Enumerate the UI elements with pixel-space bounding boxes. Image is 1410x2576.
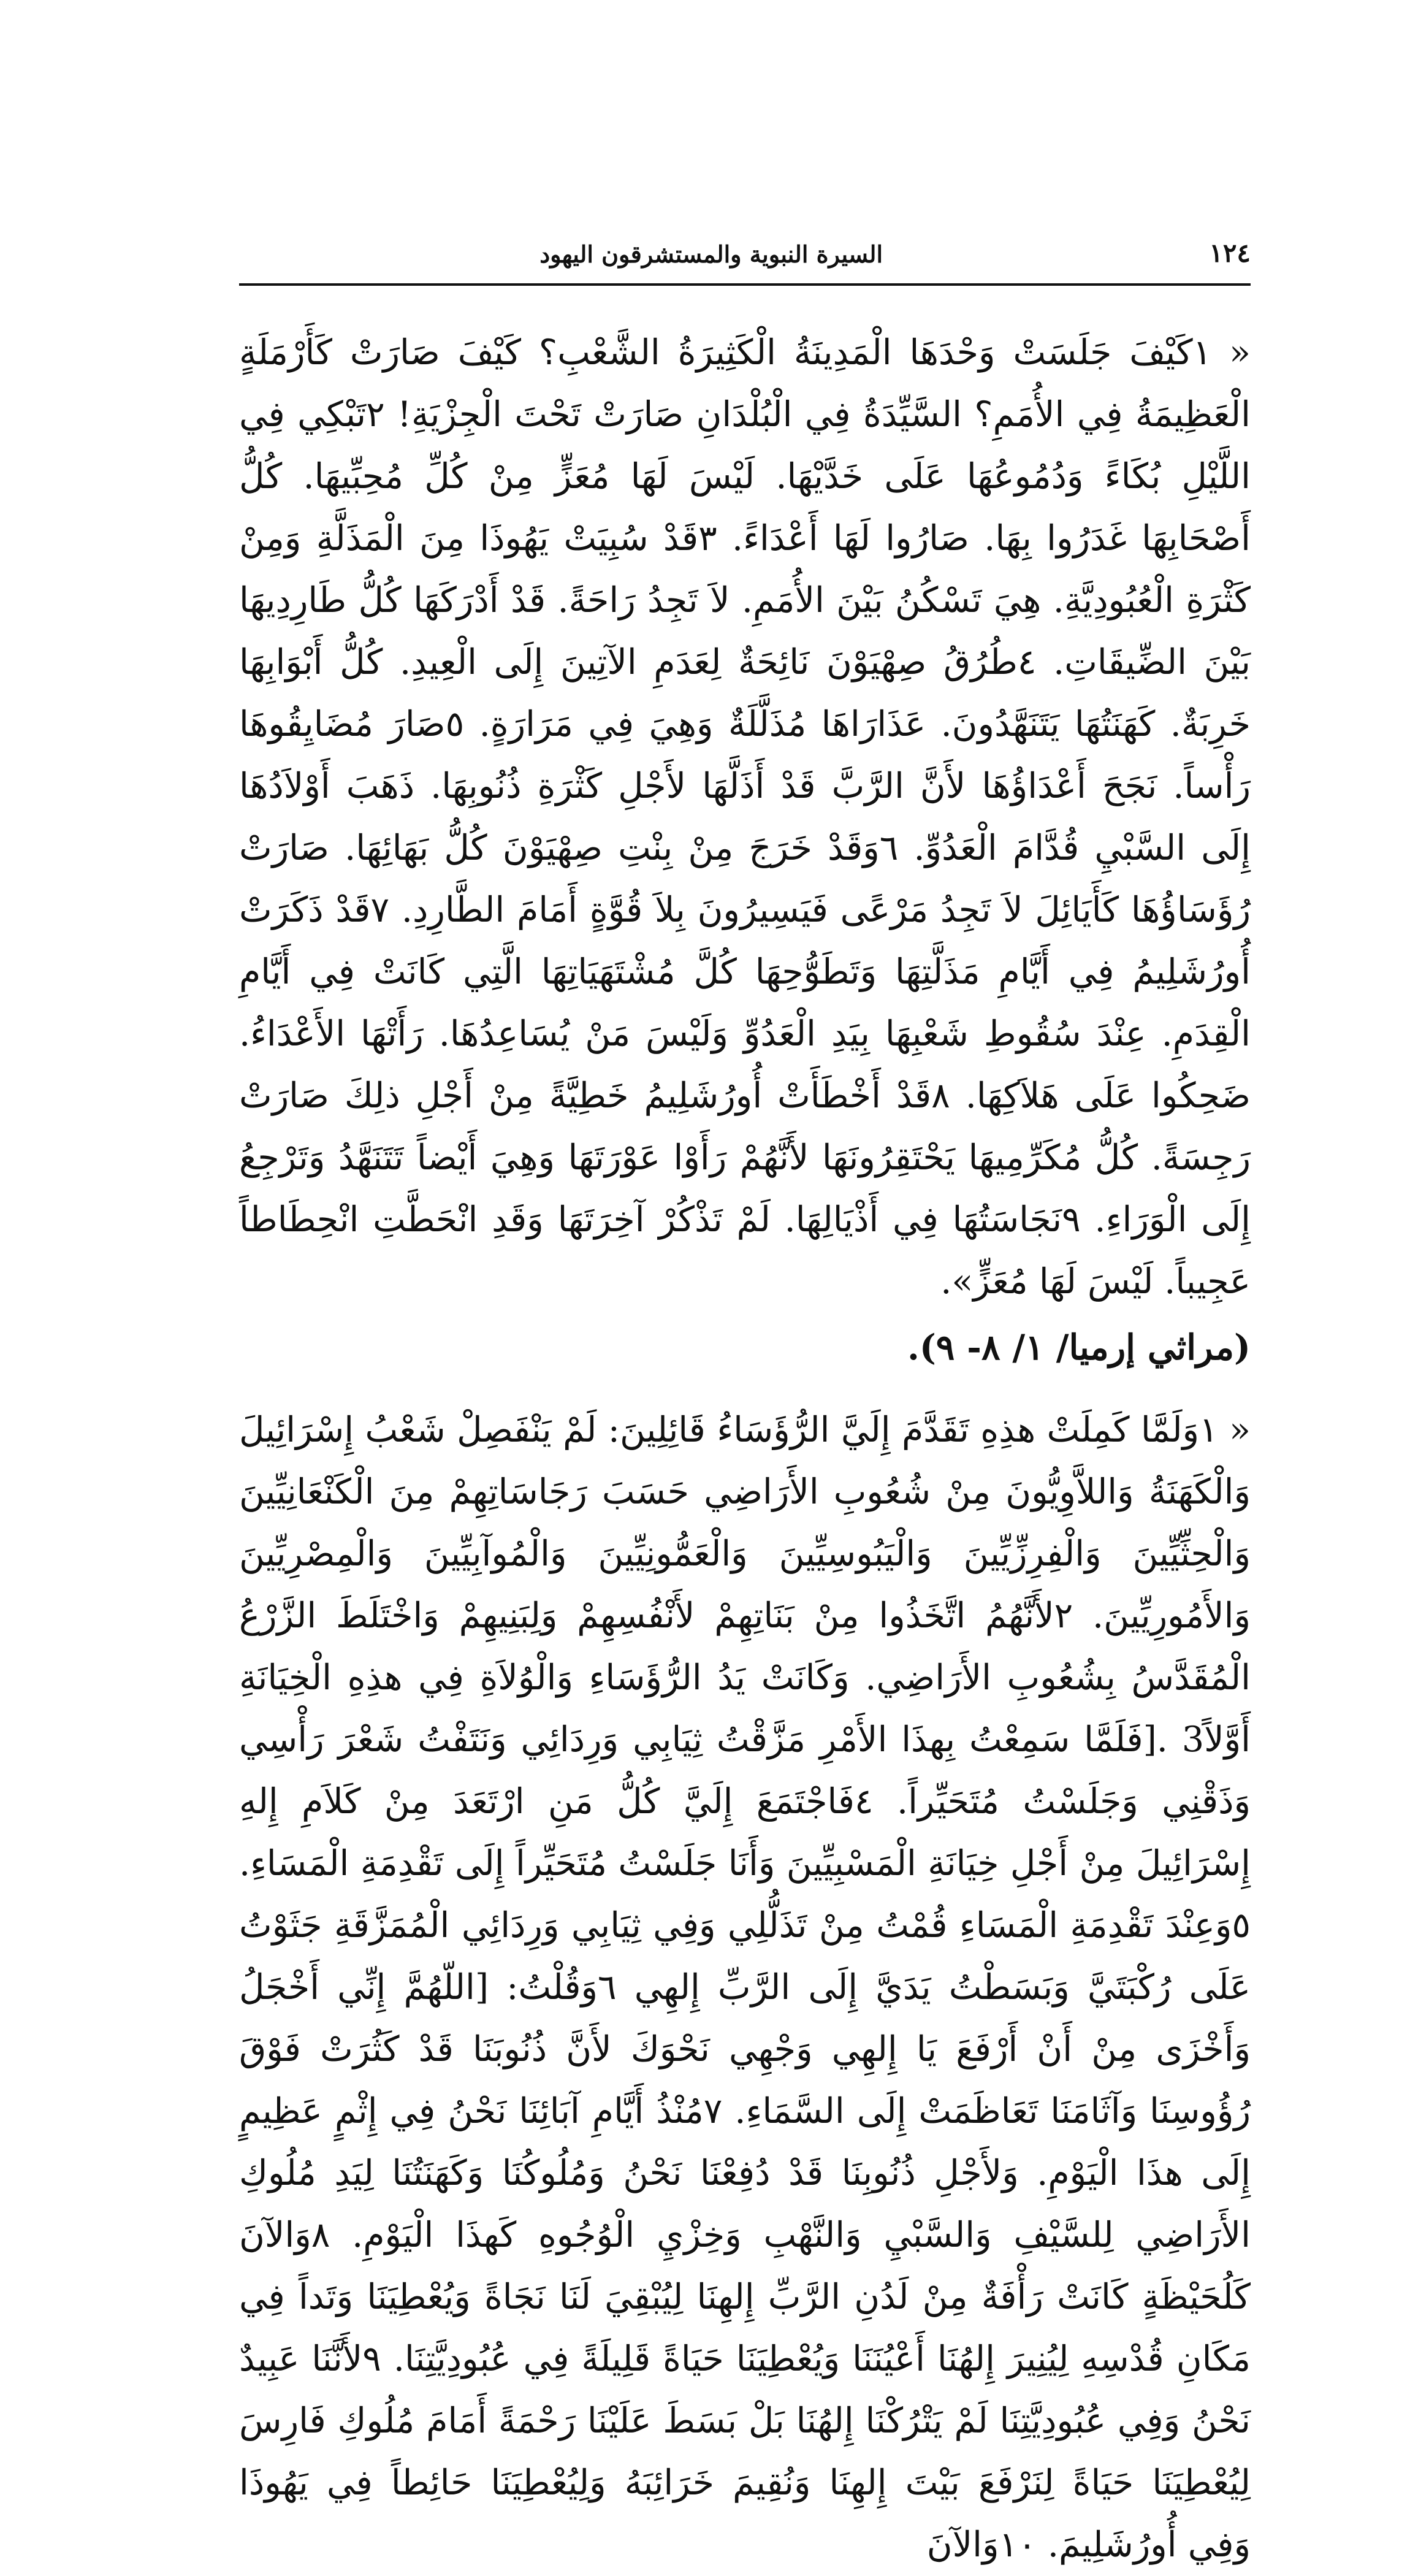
page-number: ١٢٤ bbox=[1209, 238, 1251, 268]
quoted-passage-ezra: « ١وَلَمَّا كَمِلَتْ هذِهِ تَقَدَّمَ إِلَيَّ الرُّؤَسَاءُ قَائِلِينَ: لَمْ يَنْفَصِلْ شَعْبُ إِسْرَائِيلَ وَالْكَهَنَةُ وَاللاَّوِيُّونَ مِنْ شُعُوبِ الأَرَاضِي حَسَبَ رَجَاسَاتِهِمْ مِنَ الْكَنْعَانِيِّينَ وَالْحِثِّيِّينَ وَالْفِرِزِّيِّينَ وَالْيَبُوسِيِّينَ وَالْعَمُّونِيِّينَ وَالْمُوآبِيِّينَ وَالْمِصْرِيِّينَ وَالأَمُورِيِّينَ. ٢لأَنَّهُمُ اتَّخَذُوا مِنْ بَنَاتِهِمْ لأَنْفُسِهِمْ وَلِبَنِيهِمْ وَاخْتَلَطَ الزَّرْعُ الْمُقَدَّسُ بِشُعُوبِ الأَرَاضِي. وَكَانَتْ يَدُ الرُّؤَسَاءِ وَالْوُلاَةِ فِي هذِهِ الْخِيَانَةِ أَوَّلاً3 .[فَلَمَّا سَمِعْتُ بِهذَا الأَمْرِ مَزَّقْتُ ثِيَابِي وَرِدَائِي وَنَتَفْتُ شَعْرَ رَأْسِي وَذَقْنِي وَجَلَسْتُ مُتَحَيِّراً. ٤فَاجْتَمَعَ إِلَيَّ كُلُّ مَنِ ارْتَعَدَ مِنْ كَلاَمِ إِلهِ إِسْرَائِيلَ مِنْ أَجْلِ خِيَانَةِ الْمَسْبِيِّينَ وَأَنَا جَلَسْتُ مُتَحَيِّراً إِلَى تَقْدِمَةِ الْمَسَاءِ. ٥وَعِنْدَ تَقْدِمَةِ الْمَسَاءِ قُمْتُ مِنْ تَذَلُّلِي وَفِي ثِيَابِي وَرِدَائِي الْمُمَزَّقَةِ جَثَوْتُ عَلَى رُكْبَتَيَّ وَبَسَطْتُ يَدَيَّ إِلَى الرَّبِّ إِلهِي ٦وَقُلْتُ: [اللّهُمَّ إِنِّي أَخْجَلُ وَأَخْزَى مِنْ أَنْ أَرْفَعَ يَا إِلهِي وَجْهِي نَحْوَكَ لأَنَّ ذُنُوبَنَا قَدْ كَثُرَتْ فَوْقَ رُؤُوسِنَا وَآثَامَنَا تَعَاظَمَتْ إِلَى السَّمَاءِ. ٧مُنْذُ أَيَّامِ آبَائِنَا نَحْنُ فِي إِثْمٍ عَظِيمٍ إِلَى هذَا الْيَوْمِ. وَلأَجْلِ ذُنُوبِنَا قَدْ دُفِعْنَا نَحْنُ وَمُلُوكُنَا وَكَهَنَتُنَا لِيَدِ مُلُوكِ الأَرَاضِي لِلسَّيْفِ وَالسَّبْيِ وَالنَّهْبِ وَخِزْيِ الْوُجُوهِ كَهذَا الْيَوْمِ. ٨وَالآنَ كَلُحَيْظَةٍ كَانَتْ رَأْفَةٌ مِنْ لَدُنِ الرَّبِّ إِلهِنَا لِيُبْقِيَ لَنَا نَجَاةً وَيُعْطِيَنَا وَتَداً فِي مَكَانِ قُدْسِهِ لِيُنِيرَ إِلهُنَا أَعْيُنَنَا وَيُعْطِيَنَا حَيَاةً قَلِيلَةً فِي عُبُودِيَّتِنَا. ٩لأَنَّنَا عَبِيدٌ نَحْنُ وَفِي عُبُودِيَّتِنَا لَمْ يَتْرُكْنَا إِلهُنَا بَلْ بَسَطَ عَلَيْنَا رَحْمَةً أَمَامَ مُلُوكِ فَارِسَ لِيُعْطِيَنَا حَيَاةً لِنَرْفَعَ بَيْتَ إِلهِنَا وَنُقِيمَ خَرَائِبَهُ وَلِيُعْطِيَنَا حَائِطاً فِي يَهُوذَا وَفِي أُورُشَلِيمَ. ١٠وَالآنَ bbox=[239, 1410, 1251, 2565]
citation-lamentations: (مراثي إرميا/ ١/ ٨- ٩). bbox=[907, 1327, 1251, 1368]
page-header bbox=[239, 238, 1251, 281]
page-body bbox=[239, 322, 1251, 2576]
quoted-passage-lamentations: « ١كَيْفَ جَلَسَتْ وَحْدَهَا الْمَدِينَةُ الْكَثِيرَةُ الشَّعْبِ؟ كَيْفَ صَارَتْ كَأَرْمَلَةٍ الْعَظِيمَةُ فِي الأُمَمِ؟ السَّيِّدَةُ فِي الْبُلْدَانِ صَارَتْ تَحْتَ الْجِزْيَةِ! ٢تَبْكِي فِي اللَّيْلِ بُكَاءً وَدُمُوعُهَا عَلَى خَدَّيْهَا. لَيْسَ لَهَا مُعَزٍّ مِنْ كُلِّ مُحِبِّيهَا. كُلُّ أَصْحَابِهَا غَدَرُوا بِهَا. صَارُوا لَهَا أَعْدَاءً. ٣قَدْ سُبِيَتْ يَهُوذَا مِنَ الْمَذَلَّةِ وَمِنْ كَثْرَةِ الْعُبُودِيَّةِ. هِيَ تَسْكُنُ بَيْنَ الأُمَمِ. لاَ تَجِدُ رَاحَةً. قَدْ أَدْرَكَهَا كُلُّ طَارِدِيهَا بَيْنَ الضِّيقَاتِ. ٤طُرُقُ صِهْيَوْنَ نَائِحَةٌ لِعَدَمِ الآتِينَ إِلَى الْعِيدِ. كُلُّ أَبْوَابِهَا خَرِبَةٌ. كَهَنَتُهَا يَتَنَهَّدُونَ. عَذَارَاهَا مُذَلَّلَةٌ وَهِيَ فِي مَرَارَةٍ. ٥صَارَ مُضَايِقُوهَا رَأْساً. نَجَحَ أَعْدَاؤُهَا لأَنَّ الرَّبَّ قَدْ أَذَلَّهَا لأَجْلِ كَثْرَةِ ذُنُوبِهَا. ذَهَبَ أَوْلاَدُهَا إِلَى السَّبْيِ قُدَّامَ الْعَدُوِّ. ٦وَقَدْ خَرَجَ مِنْ بِنْتِ صِهْيَوْنَ كُلُّ بَهَائِهَا. صَارَتْ رُؤَسَاؤُهَا كَأَيَائِلَ لاَ تَجِدُ مَرْعًى فَيَسِيرُونَ بِلاَ قُوَّةٍ أَمَامَ الطَّارِدِ. ٧قَدْ ذَكَرَتْ أُورُشَلِيمُ فِي أَيَّامِ مَذَلَّتِهَا وَتَطَوُّحِهَا كُلَّ مُشْتَهَيَاتِهَا الَّتِي كَانَتْ فِي أَيَّامِ الْقِدَمِ. عِنْدَ سُقُوطِ شَعْبِهَا بِيَدِ الْعَدُوِّ وَلَيْسَ مَنْ يُسَاعِدُهَا. رَأَتْهَا الأَعْدَاءُ. ضَحِكُوا عَلَى هَلاَكِهَا. ٨قَدْ أَخْطَأَتْ أُورُشَلِيمُ خَطِيَّةً مِنْ أَجْلِ ذلِكَ صَارَتْ رَجِسَةً. كُلُّ مُكَرِّمِيهَا يَحْتَقِرُونَهَا لأَنَّهُمْ رَأَوْا عَوْرَتَهَا وَهِيَ أَيْضاً تَتَنَهَّدُ وَتَرْجِعُ إِلَى الْوَرَاءِ. ٩نَجَاسَتُهَا فِي أَذْيَالِهَا. لَمْ تَذْكُرْ آخِرَتَهَا وَقَدِ انْحَطَّتِ انْحِطَاطاً عَجِيباً. لَيْسَ لَهَا مُعَزٍّ». bbox=[239, 332, 1251, 1302]
running-title: السيرة النبوية والمستشرقون اليهود bbox=[539, 240, 883, 268]
header-divider bbox=[239, 283, 1251, 286]
